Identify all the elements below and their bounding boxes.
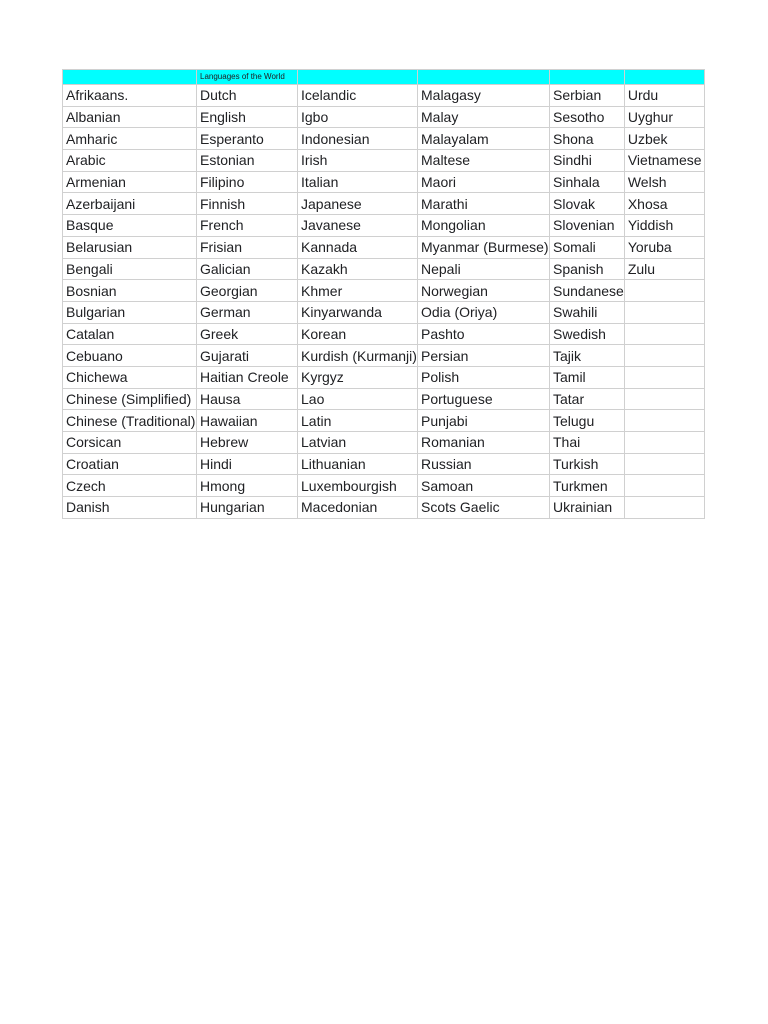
- language-cell[interactable]: Turkmen: [550, 475, 625, 497]
- language-cell[interactable]: Azerbaijani: [63, 193, 197, 215]
- language-cell[interactable]: Xhosa: [624, 193, 704, 215]
- language-cell[interactable]: Scots Gaelic: [418, 497, 550, 519]
- language-cell[interactable]: Sesotho: [550, 106, 625, 128]
- language-cell[interactable]: Armenian: [63, 171, 197, 193]
- language-cell[interactable]: Hungarian: [197, 497, 298, 519]
- language-cell[interactable]: Arabic: [63, 150, 197, 172]
- language-cell[interactable]: Catalan: [63, 323, 197, 345]
- empty-cell[interactable]: [624, 301, 704, 323]
- table-row: [63, 171, 705, 193]
- language-cell[interactable]: Spanish: [550, 258, 625, 280]
- table-row: [63, 193, 705, 215]
- language-cell[interactable]: Lithuanian: [298, 453, 418, 475]
- language-cell[interactable]: Greek: [197, 323, 298, 345]
- empty-cell[interactable]: [624, 453, 704, 475]
- language-cell[interactable]: Swedish: [550, 323, 625, 345]
- language-cell[interactable]: Esperanto: [197, 128, 298, 150]
- language-cell[interactable]: Japanese: [298, 193, 418, 215]
- table-row: [63, 106, 705, 128]
- language-cell[interactable]: Kazakh: [298, 258, 418, 280]
- language-cell[interactable]: Irish: [298, 150, 418, 172]
- table-row: [63, 345, 705, 367]
- header-cell[interactable]: [298, 70, 418, 85]
- language-cell[interactable]: Italian: [298, 171, 418, 193]
- language-cell[interactable]: Malayalam: [418, 128, 550, 150]
- language-cell[interactable]: Persian: [418, 345, 550, 367]
- language-cell[interactable]: Marathi: [418, 193, 550, 215]
- language-cell[interactable]: Chichewa: [63, 366, 197, 388]
- language-cell[interactable]: Chinese (Traditional): [63, 410, 197, 432]
- language-cell[interactable]: Bulgarian: [63, 301, 197, 323]
- language-cell[interactable]: Korean: [298, 323, 418, 345]
- language-cell[interactable]: Cebuano: [63, 345, 197, 367]
- language-cell[interactable]: Kannada: [298, 236, 418, 258]
- language-cell[interactable]: Urdu: [624, 85, 704, 107]
- language-cell[interactable]: Malay: [418, 106, 550, 128]
- table-row: [63, 128, 705, 150]
- language-cell[interactable]: Hmong: [197, 475, 298, 497]
- language-cell[interactable]: Maori: [418, 171, 550, 193]
- language-cell[interactable]: Sindhi: [550, 150, 625, 172]
- language-cell[interactable]: Latvian: [298, 432, 418, 454]
- language-cell[interactable]: Odia (Oriya): [418, 301, 550, 323]
- language-cell[interactable]: Uzbek: [624, 128, 704, 150]
- language-cell[interactable]: Khmer: [298, 280, 418, 302]
- empty-cell[interactable]: [624, 366, 704, 388]
- empty-cell[interactable]: [624, 323, 704, 345]
- table-row: [63, 280, 705, 302]
- table-row: [63, 475, 705, 497]
- empty-cell[interactable]: [624, 410, 704, 432]
- language-cell[interactable]: Vietnamese: [624, 150, 704, 172]
- language-cell[interactable]: Finnish: [197, 193, 298, 215]
- language-cell[interactable]: Frisian: [197, 236, 298, 258]
- language-cell[interactable]: Hindi: [197, 453, 298, 475]
- language-cell[interactable]: Maltese: [418, 150, 550, 172]
- language-cell[interactable]: Belarusian: [63, 236, 197, 258]
- header-cell[interactable]: [63, 70, 197, 85]
- language-cell[interactable]: Icelandic: [298, 85, 418, 107]
- empty-cell[interactable]: [624, 475, 704, 497]
- table-row: [63, 366, 705, 388]
- empty-cell[interactable]: [624, 345, 704, 367]
- language-cell[interactable]: Uyghur: [624, 106, 704, 128]
- language-cell[interactable]: Somali: [550, 236, 625, 258]
- header-cell[interactable]: [418, 70, 550, 85]
- language-cell[interactable]: Welsh: [624, 171, 704, 193]
- language-cell[interactable]: Georgian: [197, 280, 298, 302]
- table-row: [63, 323, 705, 345]
- language-cell[interactable]: Russian: [418, 453, 550, 475]
- empty-cell[interactable]: [624, 432, 704, 454]
- language-cell[interactable]: Afrikaans.: [63, 85, 197, 107]
- language-cell[interactable]: Czech: [63, 475, 197, 497]
- empty-cell[interactable]: [624, 388, 704, 410]
- header-cell[interactable]: [624, 70, 704, 85]
- language-cell[interactable]: Kurdish (Kurmanji): [298, 345, 418, 367]
- table-title[interactable]: Languages of the World: [197, 70, 298, 85]
- language-cell[interactable]: Dutch: [197, 85, 298, 107]
- language-cell[interactable]: Indonesian: [298, 128, 418, 150]
- header-cell[interactable]: [550, 70, 625, 85]
- language-cell[interactable]: Danish: [63, 497, 197, 519]
- table-row: [63, 301, 705, 323]
- language-cell[interactable]: Romanian: [418, 432, 550, 454]
- language-cell[interactable]: Slovak: [550, 193, 625, 215]
- language-cell[interactable]: Yoruba: [624, 236, 704, 258]
- language-cell[interactable]: Ukrainian: [550, 497, 625, 519]
- language-cell[interactable]: Igbo: [298, 106, 418, 128]
- language-cell[interactable]: Bosnian: [63, 280, 197, 302]
- spreadsheet-page: [62, 69, 705, 519]
- language-cell[interactable]: Thai: [550, 432, 625, 454]
- language-cell[interactable]: English: [197, 106, 298, 128]
- language-cell[interactable]: Malagasy: [418, 85, 550, 107]
- table-row: [63, 497, 705, 519]
- language-cell[interactable]: Haitian Creole: [197, 366, 298, 388]
- table-row: [63, 453, 705, 475]
- language-cell[interactable]: Zulu: [624, 258, 704, 280]
- empty-cell[interactable]: [624, 280, 704, 302]
- language-cell[interactable]: Nepali: [418, 258, 550, 280]
- language-cell[interactable]: Pashto: [418, 323, 550, 345]
- language-cell[interactable]: Punjabi: [418, 410, 550, 432]
- language-cell[interactable]: Albanian: [63, 106, 197, 128]
- language-cell[interactable]: Kinyarwanda: [298, 301, 418, 323]
- language-cell[interactable]: Yiddish: [624, 215, 704, 237]
- language-cell[interactable]: Hawaiian: [197, 410, 298, 432]
- language-cell[interactable]: Tamil: [550, 366, 625, 388]
- language-cell[interactable]: Polish: [418, 366, 550, 388]
- table-row: [63, 258, 705, 280]
- language-cell[interactable]: Portuguese: [418, 388, 550, 410]
- language-cell[interactable]: Estonian: [197, 150, 298, 172]
- language-cell[interactable]: Tatar: [550, 388, 625, 410]
- language-cell[interactable]: French: [197, 215, 298, 237]
- language-cell[interactable]: Amharic: [63, 128, 197, 150]
- language-cell[interactable]: Norwegian: [418, 280, 550, 302]
- header-row: [63, 70, 705, 85]
- language-cell[interactable]: Sundanese: [550, 280, 625, 302]
- language-cell[interactable]: Gujarati: [197, 345, 298, 367]
- language-cell[interactable]: Samoan: [418, 475, 550, 497]
- language-cell[interactable]: Hausa: [197, 388, 298, 410]
- language-cell[interactable]: Latin: [298, 410, 418, 432]
- language-cell[interactable]: Myanmar (Burmese): [418, 236, 550, 258]
- language-cell[interactable]: Tajik: [550, 345, 625, 367]
- language-cell[interactable]: Lao: [298, 388, 418, 410]
- language-cell[interactable]: Filipino: [197, 171, 298, 193]
- table-row: [63, 215, 705, 237]
- language-cell[interactable]: Mongolian: [418, 215, 550, 237]
- languages-table: [62, 69, 705, 519]
- language-cell[interactable]: Corsican: [63, 432, 197, 454]
- language-cell[interactable]: Hebrew: [197, 432, 298, 454]
- table-row: [63, 236, 705, 258]
- language-cell[interactable]: Serbian: [550, 85, 625, 107]
- table-row: [63, 388, 705, 410]
- language-cell[interactable]: Basque: [63, 215, 197, 237]
- language-cell[interactable]: Macedonian: [298, 497, 418, 519]
- table-row: [63, 432, 705, 454]
- language-cell[interactable]: Galician: [197, 258, 298, 280]
- language-cell[interactable]: Javanese: [298, 215, 418, 237]
- table-row: [63, 85, 705, 107]
- language-cell[interactable]: Swahili: [550, 301, 625, 323]
- language-cell[interactable]: Slovenian: [550, 215, 625, 237]
- language-cell[interactable]: Bengali: [63, 258, 197, 280]
- empty-cell[interactable]: [624, 497, 704, 519]
- language-cell[interactable]: Sinhala: [550, 171, 625, 193]
- language-cell[interactable]: Turkish: [550, 453, 625, 475]
- language-cell[interactable]: German: [197, 301, 298, 323]
- table-row: [63, 410, 705, 432]
- table-row: [63, 150, 705, 172]
- language-cell[interactable]: Telugu: [550, 410, 625, 432]
- language-cell[interactable]: Kyrgyz: [298, 366, 418, 388]
- language-cell[interactable]: Shona: [550, 128, 625, 150]
- language-cell[interactable]: Croatian: [63, 453, 197, 475]
- language-cell[interactable]: Luxembourgish: [298, 475, 418, 497]
- language-cell[interactable]: Chinese (Simplified): [63, 388, 197, 410]
